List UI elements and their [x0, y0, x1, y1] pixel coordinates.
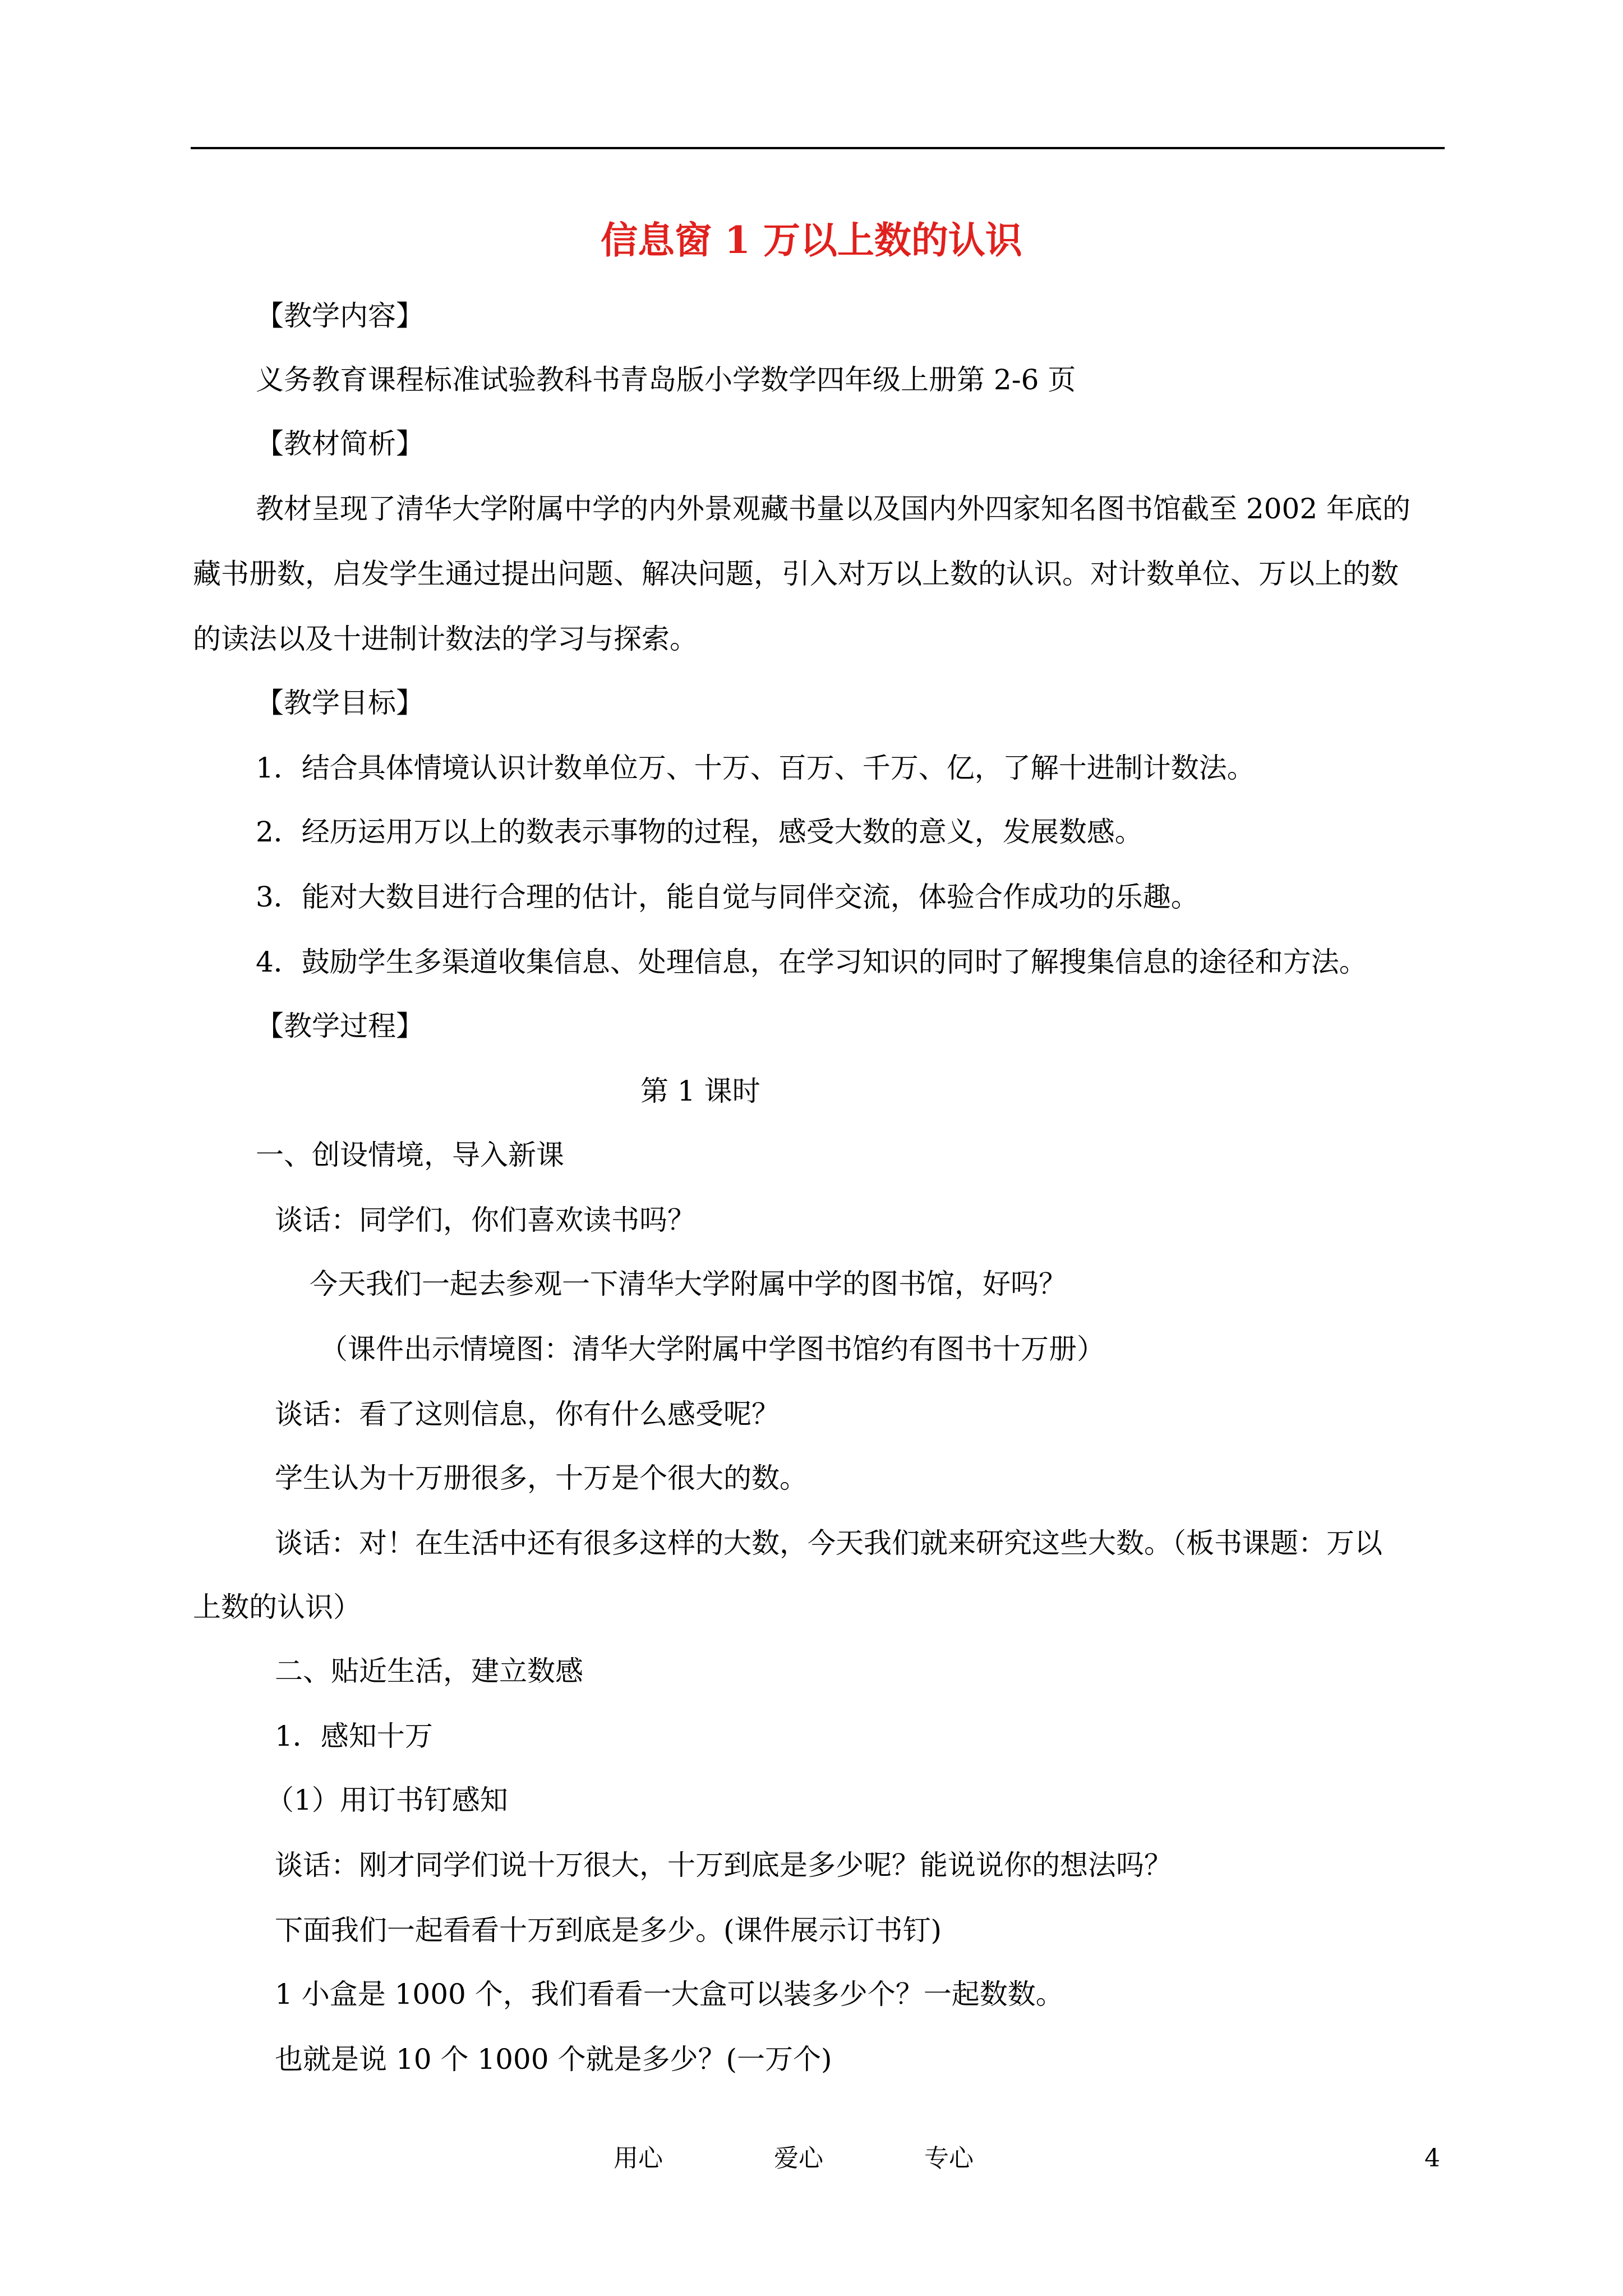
paragraph-line: 谈话：同学们，你们喜欢读书吗？: [275, 1204, 695, 1236]
subsection-heading: 一、创设情境，导入新课: [256, 1139, 564, 1171]
document-title: 信息窗 1 万以上数的认识: [601, 218, 1022, 262]
paragraph-line: 今天我们一起去参观一下清华大学附属中学的图书馆，好吗？: [310, 1268, 1067, 1300]
footer-text-left: 用心: [614, 2144, 663, 2173]
paragraph-line: 1．感知十万: [275, 1720, 433, 1752]
paragraph-line: 谈话：对！在生活中还有很多这样的大数，今天我们就来研究这些大数。（板书课题：万以: [275, 1527, 1382, 1559]
goal-item: 1．结合具体情境认识计数单位万、十万、百万、千万、亿，了解十进制计数法。: [256, 752, 1255, 784]
goal-item: 3．能对大数目进行合理的估计，能自觉与同伴交流，体验合作成功的乐趣。: [256, 881, 1199, 913]
section-heading-analysis: 【教材简析】: [256, 427, 424, 460]
header-rule: [191, 147, 1445, 149]
section-heading-process: 【教学过程】: [256, 1010, 424, 1042]
paragraph-line: （课件出示情境图：清华大学附属中学图书馆约有图书十万册）: [320, 1333, 1105, 1365]
goal-item: 4．鼓励学生多渠道收集信息、处理信息，在学习知识的同时了解搜集信息的途径和方法。: [256, 946, 1367, 978]
lesson-label: 第 1 课时: [640, 1075, 760, 1107]
paragraph-line: 1 小盒是 1000 个，我们看看一大盒可以装多少个？一起数数。: [275, 1978, 1064, 2010]
footer-text-right: 专心: [924, 2144, 974, 2173]
paragraph-line: 下面我们一起看看十万到底是多少。(课件展示订书钉): [275, 1914, 942, 1947]
paragraph-line: 谈话：刚才同学们说十万很大，十万到底是多少呢？能说说你的想法吗？: [275, 1849, 1172, 1881]
paragraph-line: 上数的认识）: [193, 1591, 361, 1623]
footer-text-middle: 爱心: [774, 2144, 823, 2173]
paragraph-line: 谈话：看了这则信息，你有什么感受呢？: [275, 1398, 780, 1430]
goal-item: 2．经历运用万以上的数表示事物的过程，感受大数的意义，发展数感。: [256, 816, 1143, 848]
paragraph-line: 义务教育课程标准试验教科书青岛版小学数学四年级上册第 2-6 页: [256, 364, 1076, 396]
section-heading-content: 【教学内容】: [256, 300, 424, 332]
paragraph-line: 藏书册数，启发学生通过提出问题、解决问题，引入对万以上数的认识。对计数单位、万以上的数: [193, 558, 1399, 590]
paragraph-line: 也就是说 10 个 1000 个就是多少？(一万个): [275, 2043, 832, 2076]
paragraph-line: （1）用订书钉感知: [266, 1784, 508, 1816]
paragraph-line: 教材呈现了清华大学附属中学的内外景观藏书量以及国内外四家知名图书馆截至 2002 年底的: [256, 493, 1411, 525]
subsection-heading: 二、贴近生活，建立数感: [275, 1655, 583, 1687]
paragraph-line: 的读法以及十进制计数法的学习与探索。: [193, 623, 698, 655]
paragraph-line: 学生认为十万册很多，十万是个很大的数。: [275, 1462, 808, 1494]
section-heading-goals: 【教学目标】: [256, 687, 424, 719]
page-number: 4: [1424, 2144, 1440, 2173]
